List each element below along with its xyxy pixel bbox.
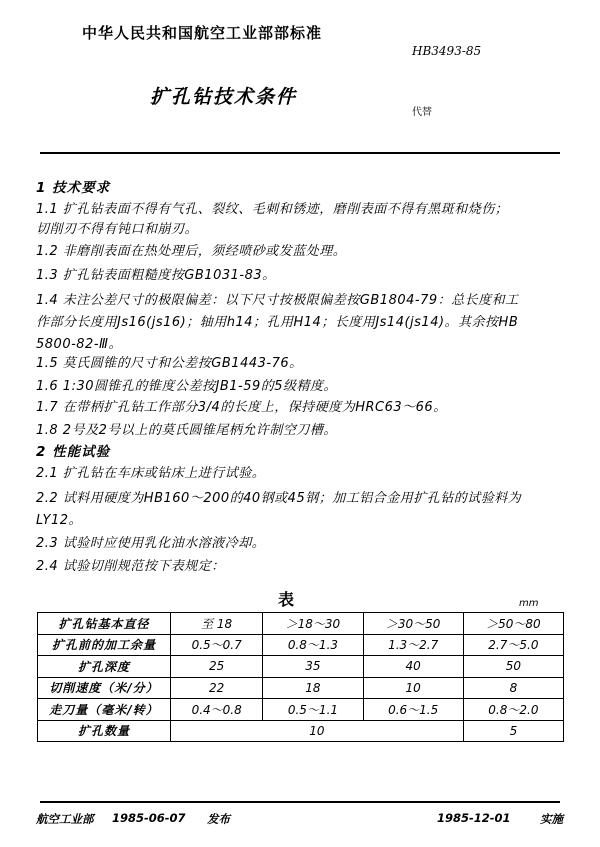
table-cell: 0.8～2.0 [463,699,563,721]
table-row [38,656,564,678]
table-cell: 10 [363,677,463,699]
table-cell: ＞30～50 [363,613,463,635]
table-row [38,699,564,721]
body-line: 1.3 扩孔钻表面粗糙度按GB1031-83。 [36,268,276,283]
table-title: 表 [278,590,295,609]
table-cell: 18 [263,677,363,699]
table-unit: mm [519,598,539,609]
table-cell: 35 [263,656,363,678]
cutting-spec-table [37,612,564,742]
table-cell: 0.5～0.7 [171,634,263,656]
table-row [38,677,564,699]
footer-issue-label: 发布 [207,812,230,826]
body-line: 2.2 试料用硬度为HB160～200的40钢或45钢；加工铝合金用扩孔钻的试验料为 [36,491,522,506]
table-cell: 50 [463,656,563,678]
body-line: 2.3 试验时应使用乳化油水溶液冷却。 [36,536,266,551]
body-line: 1.1 扩孔钻表面不得有气孔、裂纹、毛刺和锈迹，磨削表面不得有黑斑和烧伤； [36,202,509,217]
table-row [38,634,564,656]
table-cell: 至 18 [171,613,263,635]
section-heading: 1 技术要求 [36,180,111,196]
body-line: 5800-82-Ⅲ。 [36,337,122,352]
row-header: 扩孔钻基本直径 [38,613,171,635]
body-line: 切削刃不得有钝口和崩刃。 [36,222,199,237]
document-title: 扩孔钻技术条件 [150,86,298,108]
footer-issue-date: 1985-06-07 [112,811,186,825]
body-line: 1.2 非磨削表面在热处理后，须经喷砂或发蓝处理。 [36,244,347,259]
body-line: 1.5 莫氏圆锥的尺寸和公差按GB1443-76。 [36,356,303,371]
row-header: 切削速度（米/分） [38,677,171,699]
table-cell: 5 [463,720,563,742]
table-cell: ＞50～80 [463,613,563,635]
body-line: LY12。 [36,513,82,528]
body-line: 2.4 试验切削规范按下表规定： [36,559,225,574]
body-line: 1.7 在带柄扩孔钻工作部分3/4的长度上，保持硬度为HRC63～66。 [36,400,447,415]
table-cell: 0.8～1.3 [263,634,363,656]
table-row [38,613,564,635]
table-cell: 22 [171,677,263,699]
body-line: 2.1 扩孔钻在车床或钻床上进行试验。 [36,466,266,481]
body-line: 1.8 2号及2号以上的莫氏圆锥尾柄允许制空刀槽。 [36,423,337,438]
footer-divider [40,801,560,803]
table-cell: 0.4～0.8 [171,699,263,721]
footer-issuer: 航空工业部 [36,812,94,826]
row-header: 扩孔数量 [38,720,171,742]
table-cell: 10 [171,720,464,742]
standard-code: HB3493-85 [412,44,482,58]
issuing-organization: 中华人民共和国航空工业部部标准 [82,24,323,42]
table-cell: 0.5～1.1 [263,699,363,721]
replaces-label: 代替 [412,107,432,118]
table-cell: 8 [463,677,563,699]
table-cell: 1.3～2.7 [363,634,463,656]
table-cell: ＞18～30 [263,613,363,635]
row-header: 扩孔深度 [38,656,171,678]
table-cell: 25 [171,656,263,678]
row-header: 扩孔前的加工余量 [38,634,171,656]
row-header: 走刀量（毫米/转） [38,699,171,721]
body-line: 1.4 未注公差尺寸的极限偏差：以下尺寸按极限偏差按GB1804-79：总长度和工 [36,293,519,308]
body-line: 1.6 1:30圆锥孔的锥度公差按JB1-59的5级精度。 [36,379,338,394]
table-cell: 0.6～1.5 [363,699,463,721]
footer-effective-label: 实施 [540,812,563,826]
section-heading: 2 性能试验 [36,444,111,460]
header-divider [40,152,560,154]
footer-effective-date: 1985-12-01 [437,811,511,825]
table-cell: 2.7～5.0 [463,634,563,656]
table-row [38,720,564,742]
body-line: 作部分长度用Js16(js16)；轴用h14；孔用H14；长度用Js14(js14)。其余按HB [36,315,519,330]
table-cell: 40 [363,656,463,678]
